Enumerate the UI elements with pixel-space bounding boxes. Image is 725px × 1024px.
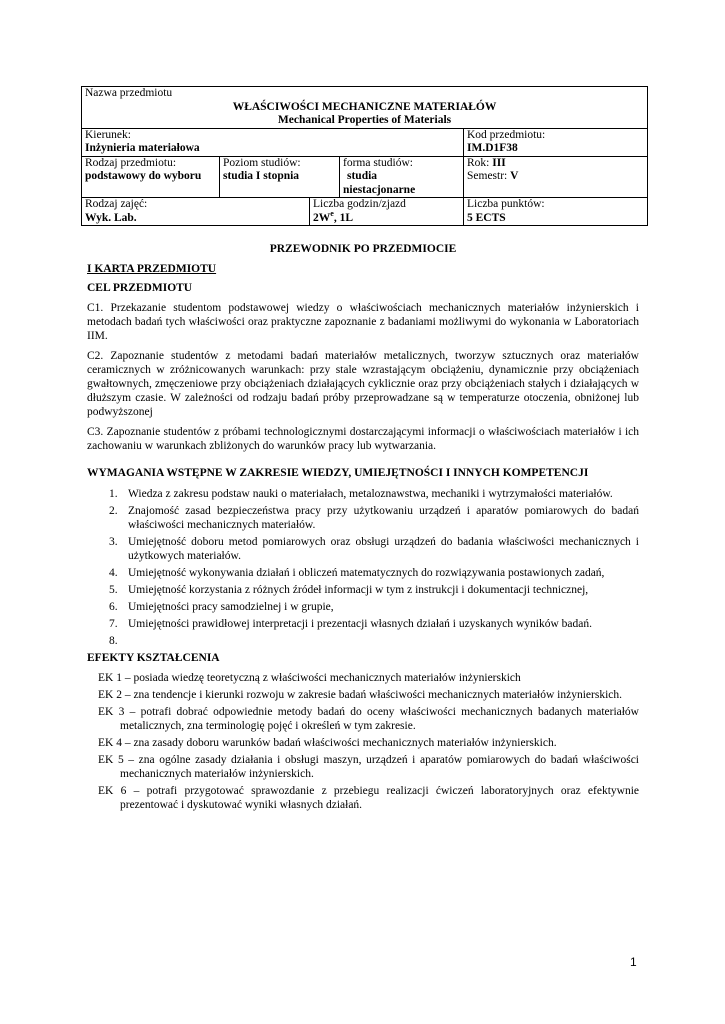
- semester-value: V: [510, 170, 519, 182]
- classes-label: Rodzaj zajęć:: [85, 198, 148, 210]
- effect-ek2: EK 2 – zna tendencje i kierunki rozwoju w zakresie badań właściwości mechanicznych materiałów inżynierskich.: [98, 689, 623, 701]
- goal-c3: C3. Zapoznanie studentów z próbami technologicznymi dostarczającymi informacji o właściwościach materiałów i ich zachowaniu w warunkach zbliżonych do warunków pracy lub wytwarzania.: [87, 426, 639, 452]
- goal-c1: C1. Przekazanie studentom podstawowej wiedzy o właściwościach mechanicznych materiałów inżynierskich i metodach badań tych właściwości oraz praktyczne zapoznanie z badaniami możliwymi do wykonania w Laboratoriach IIM.: [87, 302, 639, 342]
- type-value: podstawowy do wyboru: [85, 170, 202, 182]
- requirements-list: [87, 487, 639, 648]
- hours-cell: [310, 198, 464, 226]
- effect-ek4: EK 4 – zna zasady doboru warunków badań właściwości mechanicznych materiałów inżynierskich.: [98, 737, 557, 749]
- code-label: Kod przedmiotu:: [467, 128, 546, 141]
- subject-label: Nazwa przedmiotu: [85, 87, 173, 99]
- level-cell: [220, 156, 340, 198]
- requirement-item: 1. Wiedza z zakresu podstaw nauki o materiałach, metaloznawstwa, mechaniki i wytrzymałości materiałów.: [109, 488, 613, 500]
- subject-title-pl: WŁAŚCIWOŚCI MECHANICZNE MATERIAŁÓW: [232, 100, 497, 113]
- form-label: forma studiów:: [343, 156, 413, 169]
- subject-cell: [82, 87, 648, 129]
- type-cell: [82, 156, 220, 198]
- points-label: Liczba punktów:: [467, 198, 545, 210]
- direction-value: Inżynieria materiałowa: [85, 142, 200, 154]
- year-value: III: [492, 156, 506, 169]
- goal-c2: C2. Zapoznanie studentów z metodami badań materiałów metalicznych, tworzyw sztucznych oraz materiałów ceramicznych w zróżnicowanych warunkach: przy stale wzrastającym obciążeniu, dynamicznie przy obciążeniach gwałtownych, zmęczeniowe przy obciążeniach działających cyklicznie oraz przy obciążeniach stałych i działających w dłuższym czasie. W zależności od rodzaju badań próby przeprowadzane są w temperaturze otoczenia, obniżonej lub podwyższonej: [87, 350, 639, 418]
- direction-cell: [82, 128, 464, 156]
- effect-ek6: EK 6 – potrafi przygotować sprawozdanie z przebiegu realizacji ćwiczeń laboratoryjnych oraz efektywnie prezentować i dyskutować wyniki własnych działań.: [98, 785, 639, 811]
- level-label: Poziom studiów:: [223, 156, 301, 169]
- code-value: IM.D1F38: [467, 142, 518, 154]
- points-cell: [464, 198, 648, 226]
- requirement-item: 2. Znajomość zasad bezpieczeństwa pracy przy użytkowaniu urządzeń i aparatów pomiarowych do badań właściwości mechanicznych materiałów.: [109, 505, 639, 531]
- requirement-item: 8.: [109, 635, 118, 647]
- card-title: I KARTA PRZEDMIOTU: [87, 263, 217, 275]
- goal-title: CEL PRZEDMIOTU: [87, 282, 193, 294]
- page-number: 1: [630, 955, 637, 969]
- form-value-1: studia: [347, 170, 378, 182]
- requirement-item: 4. Umiejętność wykonywania działań i obliczeń matematycznych do rozwiązywania postawionych zadań,: [109, 567, 605, 579]
- effect-ek1: EK 1 – posiada wiedzę teoretyczną z właściwości mechanicznych materiałów inżynierskich: [98, 672, 521, 684]
- type-label: Rodzaj przedmiotu:: [85, 156, 177, 169]
- level-value: studia I stopnia: [223, 170, 300, 182]
- classes-cell: [82, 198, 310, 226]
- requirement-item: 7. Umiejętności prawidłowej interpretacji i prezentacji własnych działań i uzyskanych wyników badań.: [109, 618, 592, 630]
- effect-ek3: EK 3 – potrafi dobrać odpowiednie metody badań do oceny właściwości mechanicznych badanych materiałów metalicznych, zna terminologię pojęć i określeń w tym zakresie.: [98, 706, 639, 732]
- course-info-table: [81, 86, 648, 226]
- points-value: 5 ECTS: [467, 211, 506, 224]
- form-value-2: niestacjonarne: [343, 183, 416, 196]
- requirements-title: WYMAGANIA WSTĘPNE W ZAKRESIE WIEDZY, UMIEJĘTNOŚCI I INNYCH KOMPETENCJI: [87, 467, 589, 479]
- requirement-item: 6. Umiejętności pracy samodzielnej i w grupie,: [109, 601, 334, 613]
- hours-value: $2W^e$, 1L: [313, 208, 353, 224]
- semester-label: Semestr:: [467, 170, 508, 182]
- requirement-item: 5. Umiejętność korzystania z różnych źródeł informacji w tym z instrukcji i dokumentacji technicznej,: [109, 584, 589, 596]
- year-semester-cell: [464, 156, 648, 198]
- effects-title: EFEKTY KSZTAŁCENIA: [87, 652, 220, 664]
- hours-label: Liczba godzin/zjazd: [313, 198, 406, 210]
- guide-title: PRZEWODNIK PO PRZEDMIOCIE: [269, 243, 457, 255]
- direction-label: Kierunek:: [85, 128, 131, 141]
- document-body: [87, 242, 639, 815]
- code-cell: [464, 128, 648, 156]
- year-label: Rok:: [467, 156, 490, 169]
- effect-ek5: EK 5 – zna ogólne zasady działania i obsługi maszyn, urządzeń i aparatów pomiarowych do badań właściwości mechanicznych materiałów inżynierskich.: [98, 754, 639, 780]
- subject-title-en: Mechanical Properties of Materials: [277, 114, 452, 126]
- requirement-item: 3. Umiejętność doboru metod pomiarowych oraz obsługi urządzeń do badania właściwości mechanicznych i użytkowych materiałów.: [109, 536, 639, 562]
- form-cell: [340, 156, 464, 198]
- classes-value: Wyk. Lab.: [85, 211, 137, 224]
